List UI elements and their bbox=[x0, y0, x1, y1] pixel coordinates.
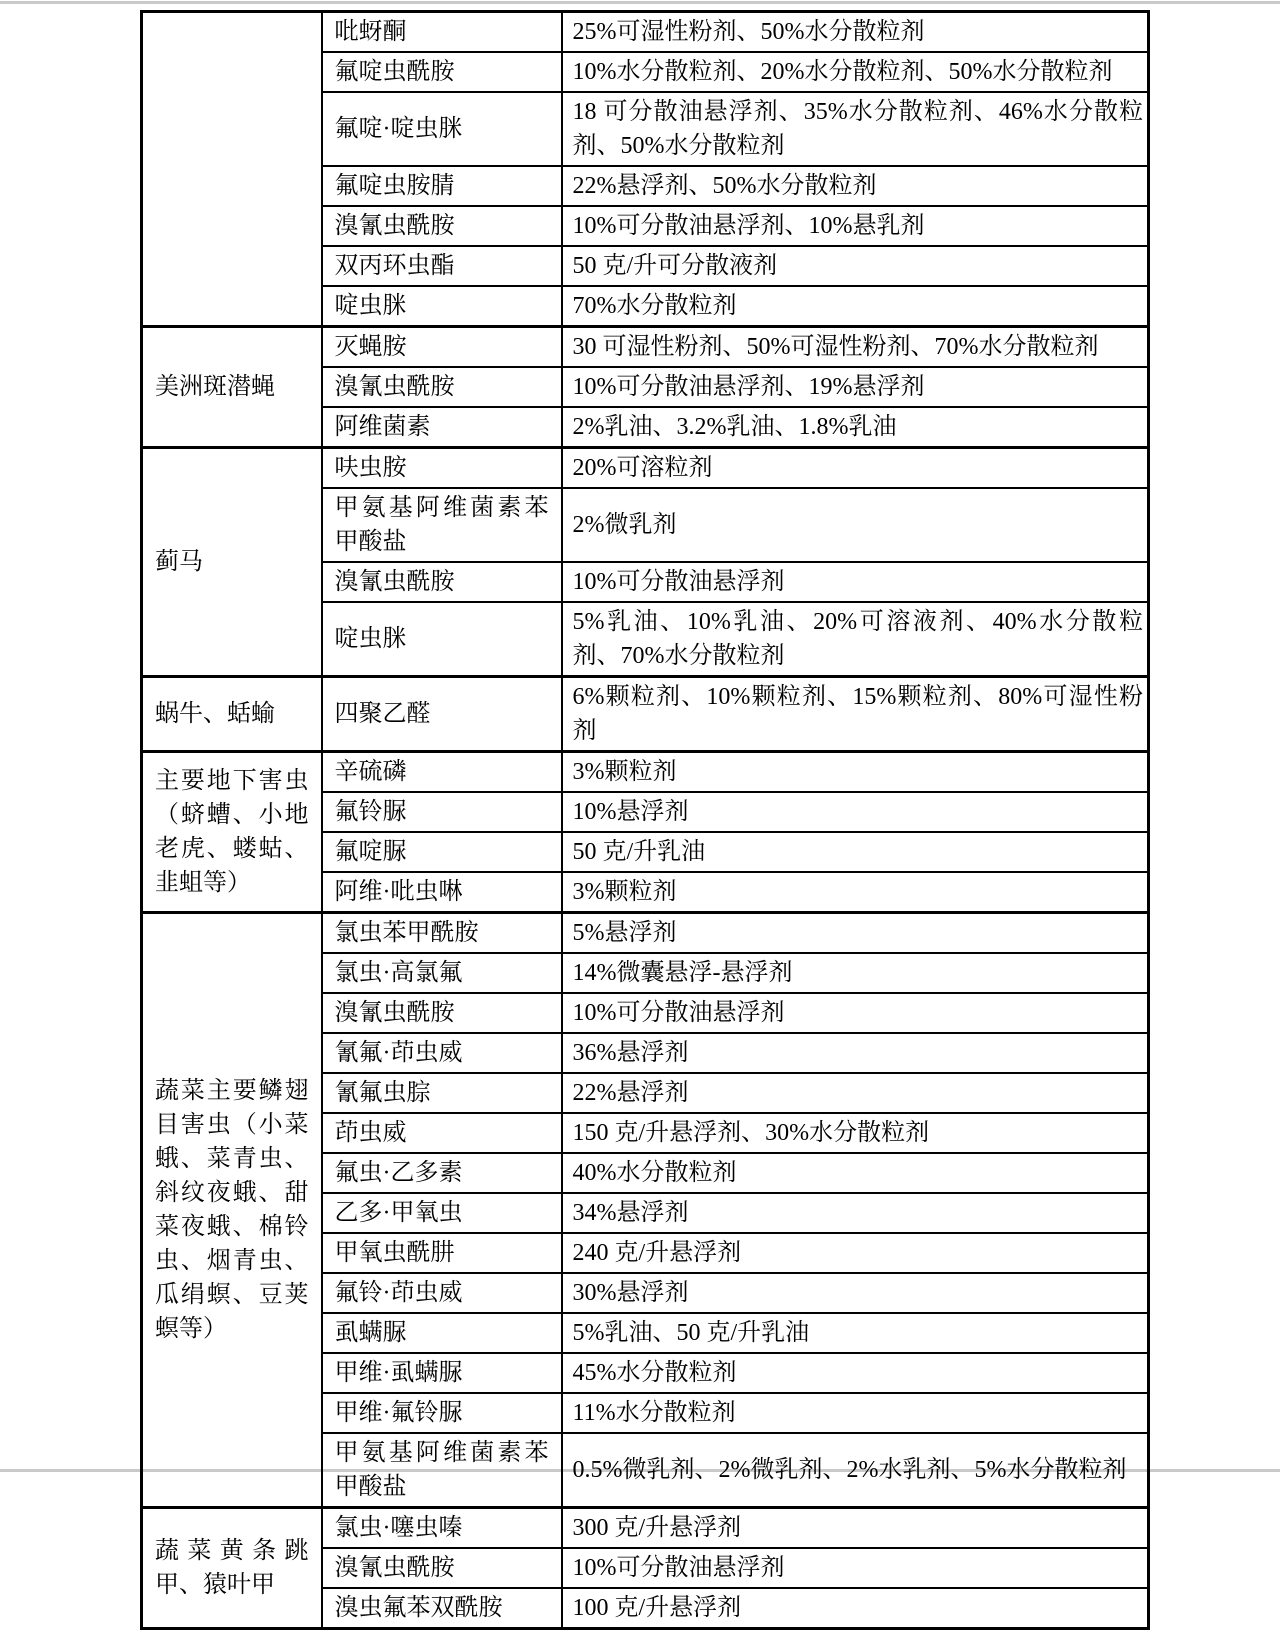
pesticide-name-cell: 氯虫·高氯氟 bbox=[322, 953, 562, 993]
formulation-cell: 45%水分散粒剂 bbox=[562, 1353, 1149, 1393]
pest-category-cell: 蜗牛、蛞蝓 bbox=[142, 677, 322, 752]
formulation-cell: 0.5%微乳剂、2%微乳剂、2%水乳剂、5%水分散粒剂 bbox=[562, 1433, 1149, 1508]
table-row bbox=[142, 913, 1149, 954]
pesticide-name-cell: 啶虫脒 bbox=[322, 602, 562, 677]
formulation-cell: 18 可分散油悬浮剂、35%水分散粒剂、46%水分散粒剂、50%水分散粒剂 bbox=[562, 92, 1149, 166]
pesticide-name-cell: 氯虫苯甲酰胺 bbox=[322, 913, 562, 954]
formulation-cell: 3%颗粒剂 bbox=[562, 752, 1149, 793]
pesticide-name-cell: 氟虫·乙多素 bbox=[322, 1153, 562, 1193]
pest-category-cell: 美洲斑潜蝇 bbox=[142, 327, 322, 448]
pesticide-name-cell: 呋虫胺 bbox=[322, 448, 562, 489]
table-row bbox=[142, 1508, 1149, 1549]
pesticide-name-cell: 灭蝇胺 bbox=[322, 327, 562, 368]
pesticide-name-cell: 四聚乙醛 bbox=[322, 677, 562, 752]
formulation-cell: 10%可分散油悬浮剂 bbox=[562, 1548, 1149, 1588]
pest-category-cell bbox=[142, 12, 322, 327]
pesticide-name-cell: 溴氰虫酰胺 bbox=[322, 206, 562, 246]
pesticide-name-cell: 氟啶虫胺腈 bbox=[322, 166, 562, 206]
pesticide-name-cell: 氟啶·啶虫脒 bbox=[322, 92, 562, 166]
formulation-cell: 30 可湿性粉剂、50%可湿性粉剂、70%水分散粒剂 bbox=[562, 327, 1149, 368]
formulation-cell: 10%水分散粒剂、20%水分散粒剂、50%水分散粒剂 bbox=[562, 52, 1149, 92]
pest-category-cell: 蔬菜主要鳞翅目害虫（小菜蛾、菜青虫、斜纹夜蛾、甜菜夜蛾、棉铃虫、烟青虫、瓜绢螟、豆荚螟等） bbox=[142, 913, 322, 1508]
pesticide-name-cell: 吡蚜酮 bbox=[322, 12, 562, 53]
table-row bbox=[142, 752, 1149, 793]
pesticide-name-cell: 氰氟虫腙 bbox=[322, 1073, 562, 1113]
pesticide-name-cell: 阿维·吡虫啉 bbox=[322, 872, 562, 913]
pesticide-name-cell: 氟啶脲 bbox=[322, 832, 562, 872]
table-row bbox=[142, 12, 1149, 53]
formulation-cell: 25%可湿性粉剂、50%水分散粒剂 bbox=[562, 12, 1149, 53]
formulation-cell: 34%悬浮剂 bbox=[562, 1193, 1149, 1233]
table-row bbox=[142, 327, 1149, 368]
formulation-cell: 2%乳油、3.2%乳油、1.8%乳油 bbox=[562, 407, 1149, 448]
pesticide-name-cell: 双丙环虫酯 bbox=[322, 246, 562, 286]
formulation-cell: 22%悬浮剂 bbox=[562, 1073, 1149, 1113]
formulation-cell: 10%可分散油悬浮剂、10%悬乳剂 bbox=[562, 206, 1149, 246]
formulation-cell: 300 克/升悬浮剂 bbox=[562, 1508, 1149, 1549]
formulation-cell: 36%悬浮剂 bbox=[562, 1033, 1149, 1073]
formulation-cell: 100 克/升悬浮剂 bbox=[562, 1588, 1149, 1629]
pesticide-name-cell: 甲维·氟铃脲 bbox=[322, 1393, 562, 1433]
pesticide-name-cell: 氟铃脲 bbox=[322, 792, 562, 832]
formulation-cell: 40%水分散粒剂 bbox=[562, 1153, 1149, 1193]
pesticide-name-cell: 溴氰虫酰胺 bbox=[322, 993, 562, 1033]
pesticide-name-cell: 甲氨基阿维菌素苯甲酸盐 bbox=[322, 488, 562, 562]
pesticide-name-cell: 氯虫·噻虫嗪 bbox=[322, 1508, 562, 1549]
pesticide-name-cell: 茚虫威 bbox=[322, 1113, 562, 1153]
formulation-cell: 10%悬浮剂 bbox=[562, 792, 1149, 832]
formulation-cell: 150 克/升悬浮剂、30%水分散粒剂 bbox=[562, 1113, 1149, 1153]
pesticide-name-cell: 甲氨基阿维菌素苯甲酸盐 bbox=[322, 1433, 562, 1508]
formulation-cell: 2%微乳剂 bbox=[562, 488, 1149, 562]
formulation-cell: 3%颗粒剂 bbox=[562, 872, 1149, 913]
pesticide-name-cell: 氰氟·茚虫威 bbox=[322, 1033, 562, 1073]
formulation-cell: 30%悬浮剂 bbox=[562, 1273, 1149, 1313]
formulation-cell: 10%可分散油悬浮剂 bbox=[562, 562, 1149, 602]
pesticide-name-cell: 辛硫磷 bbox=[322, 752, 562, 793]
formulation-cell: 14%微囊悬浮-悬浮剂 bbox=[562, 953, 1149, 993]
formulation-cell: 5%乳油、10%乳油、20%可溶液剂、40%水分散粒剂、70%水分散粒剂 bbox=[562, 602, 1149, 677]
formulation-cell: 50 克/升乳油 bbox=[562, 832, 1149, 872]
pest-category-cell: 蓟马 bbox=[142, 448, 322, 677]
formulation-cell: 11%水分散粒剂 bbox=[562, 1393, 1149, 1433]
formulation-cell: 20%可溶粒剂 bbox=[562, 448, 1149, 489]
formulation-cell: 10%可分散油悬浮剂、19%悬浮剂 bbox=[562, 367, 1149, 407]
pesticide-name-cell: 啶虫脒 bbox=[322, 286, 562, 327]
formulation-cell: 6%颗粒剂、10%颗粒剂、15%颗粒剂、80%可湿性粉剂 bbox=[562, 677, 1149, 752]
formulation-cell: 5%乳油、50 克/升乳油 bbox=[562, 1313, 1149, 1353]
scan-edge-line-top bbox=[0, 1, 1280, 4]
pesticide-name-cell: 甲维·虱螨脲 bbox=[322, 1353, 562, 1393]
pesticide-name-cell: 溴虫氟苯双酰胺 bbox=[322, 1588, 562, 1629]
formulation-cell: 240 克/升悬浮剂 bbox=[562, 1233, 1149, 1273]
pest-category-cell: 主要地下害虫（蛴螬、小地老虎、蝼蛄、韭蛆等） bbox=[142, 752, 322, 913]
pesticide-name-cell: 溴氰虫酰胺 bbox=[322, 1548, 562, 1588]
formulation-cell: 5%悬浮剂 bbox=[562, 913, 1149, 954]
pesticide-name-cell: 氟啶虫酰胺 bbox=[322, 52, 562, 92]
pesticide-name-cell: 阿维菌素 bbox=[322, 407, 562, 448]
formulation-cell: 10%可分散油悬浮剂 bbox=[562, 993, 1149, 1033]
pesticide-name-cell: 乙多·甲氧虫 bbox=[322, 1193, 562, 1233]
formulation-cell: 50 克/升可分散液剂 bbox=[562, 246, 1149, 286]
table-row bbox=[142, 448, 1149, 489]
pesticide-name-cell: 氟铃·茚虫威 bbox=[322, 1273, 562, 1313]
table-row bbox=[142, 677, 1149, 752]
pesticide-name-cell: 虱螨脲 bbox=[322, 1313, 562, 1353]
pest-category-cell: 蔬菜黄条跳甲、猿叶甲 bbox=[142, 1508, 322, 1629]
pesticide-formulation-table bbox=[140, 10, 1150, 1630]
pesticide-name-cell: 甲氧虫酰肼 bbox=[322, 1233, 562, 1273]
formulation-cell: 70%水分散粒剂 bbox=[562, 286, 1149, 327]
formulation-cell: 22%悬浮剂、50%水分散粒剂 bbox=[562, 166, 1149, 206]
pesticide-name-cell: 溴氰虫酰胺 bbox=[322, 367, 562, 407]
pesticide-name-cell: 溴氰虫酰胺 bbox=[322, 562, 562, 602]
